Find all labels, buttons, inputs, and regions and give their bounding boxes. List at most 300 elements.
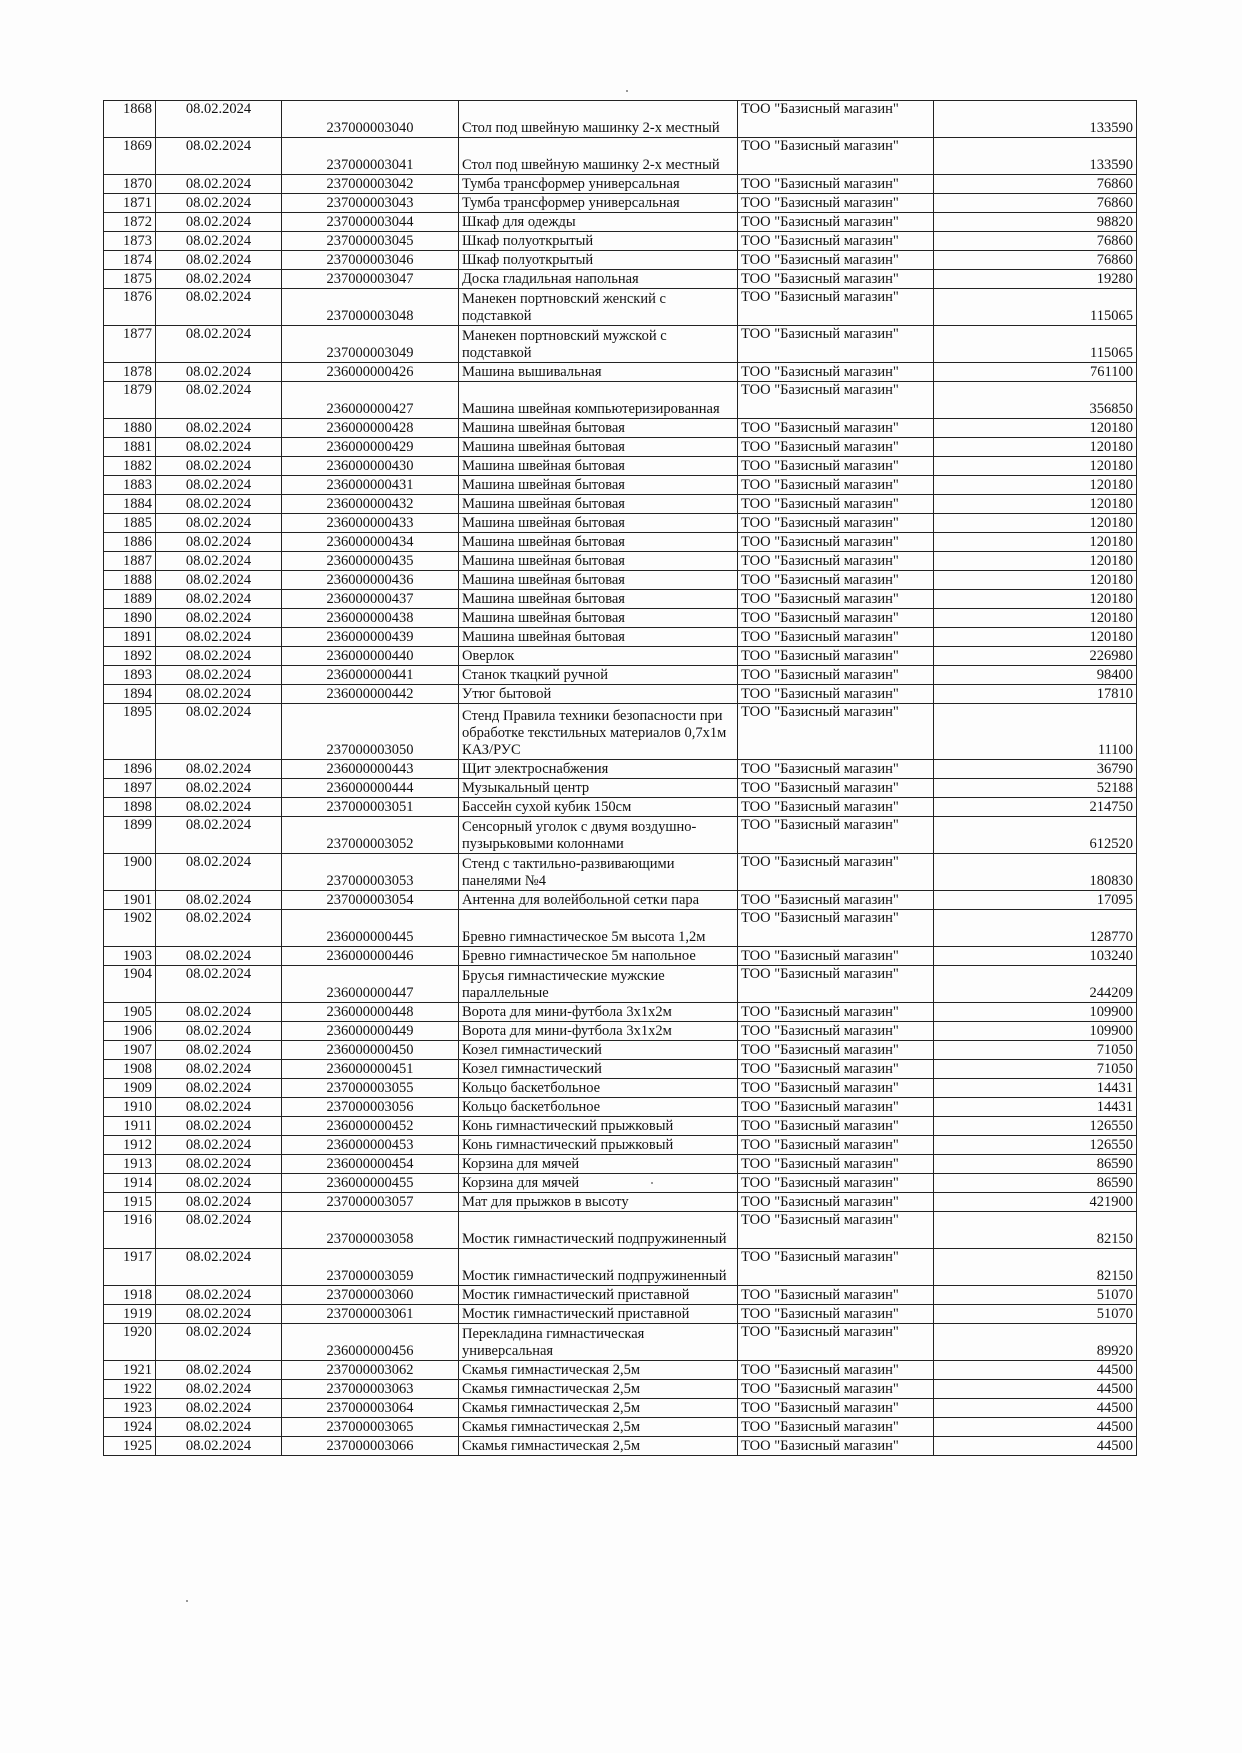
inventory-code-cell: 236000000437	[282, 590, 459, 609]
date-cell: 08.02.2024	[156, 798, 282, 817]
date-cell: 08.02.2024	[156, 1380, 282, 1399]
supplier-cell: ТОО "Базисный магазин"	[738, 270, 934, 289]
inventory-code-cell: 236000000439	[282, 628, 459, 647]
inventory-code-cell: 237000003056	[282, 1098, 459, 1117]
supplier-cell: ТОО "Базисный магазин"	[738, 1003, 934, 1022]
row-number-cell: 1913	[104, 1155, 156, 1174]
table-row	[104, 647, 1137, 666]
table-row	[104, 947, 1137, 966]
date-cell: 08.02.2024	[156, 457, 282, 476]
table-row	[104, 891, 1137, 910]
row-number-cell: 1870	[104, 175, 156, 194]
date-cell: 08.02.2024	[156, 1022, 282, 1041]
table-row	[104, 1324, 1137, 1361]
table-row	[104, 251, 1137, 270]
table-row	[104, 1305, 1137, 1324]
supplier-cell: ТОО "Базисный магазин"	[738, 232, 934, 251]
item-name-cell: Корзина для мячей	[459, 1174, 738, 1193]
price-cell: 115065	[934, 289, 1137, 326]
date-cell: 08.02.2024	[156, 533, 282, 552]
date-cell: 08.02.2024	[156, 947, 282, 966]
supplier-cell: ТОО "Базисный магазин"	[738, 194, 934, 213]
inventory-code-cell: 237000003055	[282, 1079, 459, 1098]
item-name-cell: Машина швейная бытовая	[459, 590, 738, 609]
inventory-code-cell: 236000000454	[282, 1155, 459, 1174]
supplier-cell: ТОО "Базисный магазин"	[738, 382, 934, 419]
row-number-cell: 1925	[104, 1437, 156, 1456]
table-row	[104, 326, 1137, 363]
row-number-cell: 1917	[104, 1249, 156, 1286]
supplier-cell: ТОО "Базисный магазин"	[738, 1437, 934, 1456]
row-number-cell: 1883	[104, 476, 156, 495]
date-cell: 08.02.2024	[156, 1399, 282, 1418]
price-cell: 98820	[934, 213, 1137, 232]
supplier-cell: ТОО "Базисный магазин"	[738, 1380, 934, 1399]
table-row	[104, 194, 1137, 213]
price-cell: 120180	[934, 514, 1137, 533]
table-row	[104, 1380, 1137, 1399]
price-cell: 126550	[934, 1136, 1137, 1155]
table-row	[104, 213, 1137, 232]
date-cell: 08.02.2024	[156, 138, 282, 175]
price-cell: 120180	[934, 419, 1137, 438]
item-name-cell: Машина швейная бытовая	[459, 628, 738, 647]
price-cell: 120180	[934, 495, 1137, 514]
inventory-code-cell: 236000000438	[282, 609, 459, 628]
item-name-cell: Скамья гимнастическая 2,5м	[459, 1380, 738, 1399]
inventory-code-cell: 236000000435	[282, 552, 459, 571]
inventory-code-cell: 236000000433	[282, 514, 459, 533]
supplier-cell: ТОО "Базисный магазин"	[738, 101, 934, 138]
supplier-cell: ТОО "Базисный магазин"	[738, 1324, 934, 1361]
inventory-code-cell: 236000000453	[282, 1136, 459, 1155]
price-cell: 17810	[934, 685, 1137, 704]
date-cell: 08.02.2024	[156, 289, 282, 326]
table-row	[104, 571, 1137, 590]
price-cell: 76860	[934, 175, 1137, 194]
price-cell: 244209	[934, 966, 1137, 1003]
date-cell: 08.02.2024	[156, 1249, 282, 1286]
supplier-cell: ТОО "Базисный магазин"	[738, 1079, 934, 1098]
table-row	[104, 666, 1137, 685]
date-cell: 08.02.2024	[156, 779, 282, 798]
supplier-cell: ТОО "Базисный магазин"	[738, 438, 934, 457]
item-name-cell: Мостик гимнастический подпружиненный	[459, 1212, 738, 1249]
row-number-cell: 1924	[104, 1418, 156, 1437]
row-number-cell: 1902	[104, 910, 156, 947]
table-row	[104, 1079, 1137, 1098]
inventory-code-cell: 237000003057	[282, 1193, 459, 1212]
table-row	[104, 1418, 1137, 1437]
inventory-code-cell: 237000003063	[282, 1380, 459, 1399]
date-cell: 08.02.2024	[156, 514, 282, 533]
supplier-cell: ТОО "Базисный магазин"	[738, 1060, 934, 1079]
supplier-cell: ТОО "Базисный магазин"	[738, 495, 934, 514]
inventory-code-cell: 236000000436	[282, 571, 459, 590]
supplier-cell: ТОО "Базисный магазин"	[738, 1286, 934, 1305]
date-cell: 08.02.2024	[156, 854, 282, 891]
item-name-cell: Машина швейная бытовая	[459, 476, 738, 495]
row-number-cell: 1904	[104, 966, 156, 1003]
price-cell: 82150	[934, 1212, 1137, 1249]
item-name-cell: Машина швейная бытовая	[459, 457, 738, 476]
item-name-cell: Стенд Правила техники безопасности при обработке текстильных материалов 0,7х1м КАЗ/РУС	[459, 704, 738, 760]
table-row	[104, 1117, 1137, 1136]
item-name-cell: Козел гимнастический	[459, 1060, 738, 1079]
table-row	[104, 552, 1137, 571]
supplier-cell: ТОО "Базисный магазин"	[738, 1136, 934, 1155]
inventory-code-cell: 236000000428	[282, 419, 459, 438]
date-cell: 08.02.2024	[156, 1193, 282, 1212]
row-number-cell: 1901	[104, 891, 156, 910]
row-number-cell: 1871	[104, 194, 156, 213]
item-name-cell: Бревно гимнастическое 5м напольное	[459, 947, 738, 966]
price-cell: 180830	[934, 854, 1137, 891]
date-cell: 08.02.2024	[156, 438, 282, 457]
inventory-code-cell: 236000000442	[282, 685, 459, 704]
table-row	[104, 590, 1137, 609]
item-name-cell: Бревно гимнастическое 5м высота 1,2м	[459, 910, 738, 947]
date-cell: 08.02.2024	[156, 685, 282, 704]
row-number-cell: 1874	[104, 251, 156, 270]
row-number-cell: 1876	[104, 289, 156, 326]
price-cell: 52188	[934, 779, 1137, 798]
row-number-cell: 1912	[104, 1136, 156, 1155]
price-cell: 44500	[934, 1437, 1137, 1456]
row-number-cell: 1893	[104, 666, 156, 685]
date-cell: 08.02.2024	[156, 666, 282, 685]
inventory-code-cell: 236000000451	[282, 1060, 459, 1079]
date-cell: 08.02.2024	[156, 382, 282, 419]
supplier-cell: ТОО "Базисный магазин"	[738, 704, 934, 760]
table-row	[104, 419, 1137, 438]
item-name-cell: Мостик гимнастический подпружиненный	[459, 1249, 738, 1286]
price-cell: 89920	[934, 1324, 1137, 1361]
inventory-code-cell: 236000000441	[282, 666, 459, 685]
supplier-cell: ТОО "Базисный магазин"	[738, 552, 934, 571]
table-row	[104, 270, 1137, 289]
supplier-cell: ТОО "Базисный магазин"	[738, 571, 934, 590]
date-cell: 08.02.2024	[156, 363, 282, 382]
inventory-code-cell: 237000003053	[282, 854, 459, 891]
row-number-cell: 1914	[104, 1174, 156, 1193]
row-number-cell: 1878	[104, 363, 156, 382]
supplier-cell: ТОО "Базисный магазин"	[738, 457, 934, 476]
row-number-cell: 1872	[104, 213, 156, 232]
inventory-code-cell: 236000000452	[282, 1117, 459, 1136]
price-cell: 71050	[934, 1041, 1137, 1060]
row-number-cell: 1869	[104, 138, 156, 175]
row-number-cell: 1916	[104, 1212, 156, 1249]
inventory-code-cell: 237000003040	[282, 101, 459, 138]
price-cell: 115065	[934, 326, 1137, 363]
item-name-cell: Машина швейная бытовая	[459, 514, 738, 533]
row-number-cell: 1896	[104, 760, 156, 779]
date-cell: 08.02.2024	[156, 552, 282, 571]
date-cell: 08.02.2024	[156, 232, 282, 251]
item-name-cell: Ворота для мини-футбола 3х1х2м	[459, 1003, 738, 1022]
date-cell: 08.02.2024	[156, 1136, 282, 1155]
table-row	[104, 685, 1137, 704]
price-cell: 120180	[934, 609, 1137, 628]
item-name-cell: Бассейн сухой кубик 150см	[459, 798, 738, 817]
inventory-code-cell: 237000003049	[282, 326, 459, 363]
table-row	[104, 1193, 1137, 1212]
price-cell: 103240	[934, 947, 1137, 966]
table-row	[104, 1361, 1137, 1380]
table-row	[104, 1212, 1137, 1249]
inventory-code-cell: 237000003052	[282, 817, 459, 854]
price-cell: 76860	[934, 251, 1137, 270]
date-cell: 08.02.2024	[156, 1305, 282, 1324]
price-cell: 761100	[934, 363, 1137, 382]
price-cell: 356850	[934, 382, 1137, 419]
item-name-cell: Машина швейная бытовая	[459, 438, 738, 457]
price-cell: 126550	[934, 1117, 1137, 1136]
date-cell: 08.02.2024	[156, 419, 282, 438]
row-number-cell: 1911	[104, 1117, 156, 1136]
date-cell: 08.02.2024	[156, 760, 282, 779]
row-number-cell: 1891	[104, 628, 156, 647]
price-cell: 120180	[934, 590, 1137, 609]
price-cell: 226980	[934, 647, 1137, 666]
price-cell: 14431	[934, 1079, 1137, 1098]
item-name-cell: Конь гимнастический прыжковый	[459, 1117, 738, 1136]
price-cell: 19280	[934, 270, 1137, 289]
price-cell: 36790	[934, 760, 1137, 779]
inventory-code-cell: 237000003042	[282, 175, 459, 194]
price-cell: 17095	[934, 891, 1137, 910]
date-cell: 08.02.2024	[156, 647, 282, 666]
table-row	[104, 1098, 1137, 1117]
row-number-cell: 1881	[104, 438, 156, 457]
supplier-cell: ТОО "Базисный магазин"	[738, 1418, 934, 1437]
inventory-code-cell: 237000003050	[282, 704, 459, 760]
inventory-code-cell: 236000000426	[282, 363, 459, 382]
inventory-code-cell: 237000003064	[282, 1399, 459, 1418]
date-cell: 08.02.2024	[156, 270, 282, 289]
item-name-cell: Кольцо баскетбольное	[459, 1098, 738, 1117]
inventory-code-cell: 236000000432	[282, 495, 459, 514]
supplier-cell: ТОО "Базисный магазин"	[738, 1361, 934, 1380]
supplier-cell: ТОО "Базисный магазин"	[738, 817, 934, 854]
row-number-cell: 1909	[104, 1079, 156, 1098]
inventory-code-cell: 237000003048	[282, 289, 459, 326]
row-number-cell: 1910	[104, 1098, 156, 1117]
price-cell: 109900	[934, 1022, 1137, 1041]
row-number-cell: 1906	[104, 1022, 156, 1041]
supplier-cell: ТОО "Базисный магазин"	[738, 779, 934, 798]
date-cell: 08.02.2024	[156, 891, 282, 910]
supplier-cell: ТОО "Базисный магазин"	[738, 1041, 934, 1060]
table-row	[104, 628, 1137, 647]
scan-speck	[626, 90, 628, 92]
table-row	[104, 1437, 1137, 1456]
supplier-cell: ТОО "Базисный магазин"	[738, 138, 934, 175]
table-row	[104, 910, 1137, 947]
item-name-cell: Перекладина гимнастическая универсальная	[459, 1324, 738, 1361]
item-name-cell: Манекен портновский мужской с подставкой	[459, 326, 738, 363]
item-name-cell: Манекен портновский женский с подставкой	[459, 289, 738, 326]
price-cell: 120180	[934, 552, 1137, 571]
supplier-cell: ТОО "Базисный магазин"	[738, 910, 934, 947]
supplier-cell: ТОО "Базисный магазин"	[738, 685, 934, 704]
item-name-cell: Сенсорный уголок с двумя воздушно-пузырьковыми колоннами	[459, 817, 738, 854]
row-number-cell: 1905	[104, 1003, 156, 1022]
price-cell: 120180	[934, 533, 1137, 552]
price-cell: 71050	[934, 1060, 1137, 1079]
price-cell: 120180	[934, 571, 1137, 590]
item-name-cell: Козел гимнастический	[459, 1041, 738, 1060]
row-number-cell: 1880	[104, 419, 156, 438]
inventory-code-cell: 236000000434	[282, 533, 459, 552]
item-name-cell: Оверлок	[459, 647, 738, 666]
supplier-cell: ТОО "Базисный магазин"	[738, 609, 934, 628]
item-name-cell: Машина вышивальная	[459, 363, 738, 382]
supplier-cell: ТОО "Базисный магазин"	[738, 1249, 934, 1286]
date-cell: 08.02.2024	[156, 571, 282, 590]
row-number-cell: 1907	[104, 1041, 156, 1060]
row-number-cell: 1886	[104, 533, 156, 552]
table-row	[104, 760, 1137, 779]
price-cell: 86590	[934, 1155, 1137, 1174]
table-row	[104, 476, 1137, 495]
table-row	[104, 1060, 1137, 1079]
item-name-cell: Щит электроснабжения	[459, 760, 738, 779]
row-number-cell: 1884	[104, 495, 156, 514]
date-cell: 08.02.2024	[156, 476, 282, 495]
date-cell: 08.02.2024	[156, 175, 282, 194]
inventory-code-cell: 236000000449	[282, 1022, 459, 1041]
row-number-cell: 1903	[104, 947, 156, 966]
supplier-cell: ТОО "Базисный магазин"	[738, 590, 934, 609]
inventory-code-cell: 237000003059	[282, 1249, 459, 1286]
table-row	[104, 1286, 1137, 1305]
row-number-cell: 1887	[104, 552, 156, 571]
inventory-code-cell: 237000003046	[282, 251, 459, 270]
supplier-cell: ТОО "Базисный магазин"	[738, 1098, 934, 1117]
date-cell: 08.02.2024	[156, 817, 282, 854]
inventory-code-cell: 237000003066	[282, 1437, 459, 1456]
supplier-cell: ТОО "Базисный магазин"	[738, 1212, 934, 1249]
inventory-code-cell: 236000000440	[282, 647, 459, 666]
row-number-cell: 1898	[104, 798, 156, 817]
price-cell: 109900	[934, 1003, 1137, 1022]
supplier-cell: ТОО "Базисный магазин"	[738, 891, 934, 910]
inventory-code-cell: 236000000447	[282, 966, 459, 1003]
item-name-cell: Стенд с тактильно-развивающими панелями №4	[459, 854, 738, 891]
date-cell: 08.02.2024	[156, 1155, 282, 1174]
price-cell: 98400	[934, 666, 1137, 685]
table-row	[104, 1249, 1137, 1286]
table-row	[104, 232, 1137, 251]
item-name-cell: Корзина для мячей	[459, 1155, 738, 1174]
inventory-code-cell: 236000000455	[282, 1174, 459, 1193]
inventory-code-cell: 237000003060	[282, 1286, 459, 1305]
item-name-cell: Тумба трансформер универсальная	[459, 194, 738, 213]
row-number-cell: 1873	[104, 232, 156, 251]
item-name-cell: Машина швейная бытовая	[459, 571, 738, 590]
date-cell: 08.02.2024	[156, 1003, 282, 1022]
table-row	[104, 514, 1137, 533]
inventory-code-cell: 236000000448	[282, 1003, 459, 1022]
table-row	[104, 438, 1137, 457]
table-row	[104, 382, 1137, 419]
item-name-cell: Скамья гимнастическая 2,5м	[459, 1418, 738, 1437]
item-name-cell: Машина швейная бытовая	[459, 533, 738, 552]
date-cell: 08.02.2024	[156, 628, 282, 647]
item-name-cell: Машина швейная компьютеризированная	[459, 382, 738, 419]
price-cell: 86590	[934, 1174, 1137, 1193]
table-row	[104, 609, 1137, 628]
item-name-cell: Кольцо баскетбольное	[459, 1079, 738, 1098]
supplier-cell: ТОО "Базисный магазин"	[738, 1174, 934, 1193]
row-number-cell: 1894	[104, 685, 156, 704]
inventory-code-cell: 237000003045	[282, 232, 459, 251]
table-row	[104, 363, 1137, 382]
date-cell: 08.02.2024	[156, 1212, 282, 1249]
scan-speck	[651, 1182, 653, 1184]
table-row	[104, 1399, 1137, 1418]
table-row	[104, 1041, 1137, 1060]
supplier-cell: ТОО "Базисный магазин"	[738, 854, 934, 891]
item-name-cell: Мат для прыжков в высоту	[459, 1193, 738, 1212]
row-number-cell: 1921	[104, 1361, 156, 1380]
item-name-cell: Брусья гимнастические мужские параллельные	[459, 966, 738, 1003]
item-name-cell: Шкаф для одежды	[459, 213, 738, 232]
supplier-cell: ТОО "Базисный магазин"	[738, 213, 934, 232]
item-name-cell: Шкаф полуоткрытый	[459, 251, 738, 270]
price-cell: 133590	[934, 101, 1137, 138]
row-number-cell: 1885	[104, 514, 156, 533]
date-cell: 08.02.2024	[156, 1286, 282, 1305]
row-number-cell: 1918	[104, 1286, 156, 1305]
supplier-cell: ТОО "Базисный магазин"	[738, 251, 934, 270]
supplier-cell: ТОО "Базисный магазин"	[738, 289, 934, 326]
row-number-cell: 1915	[104, 1193, 156, 1212]
item-name-cell: Машина швейная бытовая	[459, 552, 738, 571]
row-number-cell: 1882	[104, 457, 156, 476]
table-row	[104, 779, 1137, 798]
date-cell: 08.02.2024	[156, 590, 282, 609]
table-row	[104, 175, 1137, 194]
inventory-code-cell: 236000000429	[282, 438, 459, 457]
date-cell: 08.02.2024	[156, 213, 282, 232]
date-cell: 08.02.2024	[156, 1060, 282, 1079]
supplier-cell: ТОО "Базисный магазин"	[738, 798, 934, 817]
table-row	[104, 1022, 1137, 1041]
inventory-table	[103, 100, 1137, 1456]
table-row	[104, 138, 1137, 175]
inventory-code-cell: 236000000445	[282, 910, 459, 947]
inventory-code-cell: 237000003041	[282, 138, 459, 175]
item-name-cell: Стол под швейную машинку 2-х местный	[459, 101, 738, 138]
supplier-cell: ТОО "Базисный магазин"	[738, 760, 934, 779]
supplier-cell: ТОО "Базисный магазин"	[738, 1022, 934, 1041]
inventory-code-cell: 236000000431	[282, 476, 459, 495]
supplier-cell: ТОО "Базисный магазин"	[738, 175, 934, 194]
table-row	[104, 798, 1137, 817]
date-cell: 08.02.2024	[156, 609, 282, 628]
item-name-cell: Станок ткацкий ручной	[459, 666, 738, 685]
item-name-cell: Ворота для мини-футбола 3х1х2м	[459, 1022, 738, 1041]
item-name-cell: Антенна для волейбольной сетки пара	[459, 891, 738, 910]
inventory-code-cell: 236000000456	[282, 1324, 459, 1361]
date-cell: 08.02.2024	[156, 1361, 282, 1380]
row-number-cell: 1897	[104, 779, 156, 798]
date-cell: 08.02.2024	[156, 326, 282, 363]
row-number-cell: 1888	[104, 571, 156, 590]
